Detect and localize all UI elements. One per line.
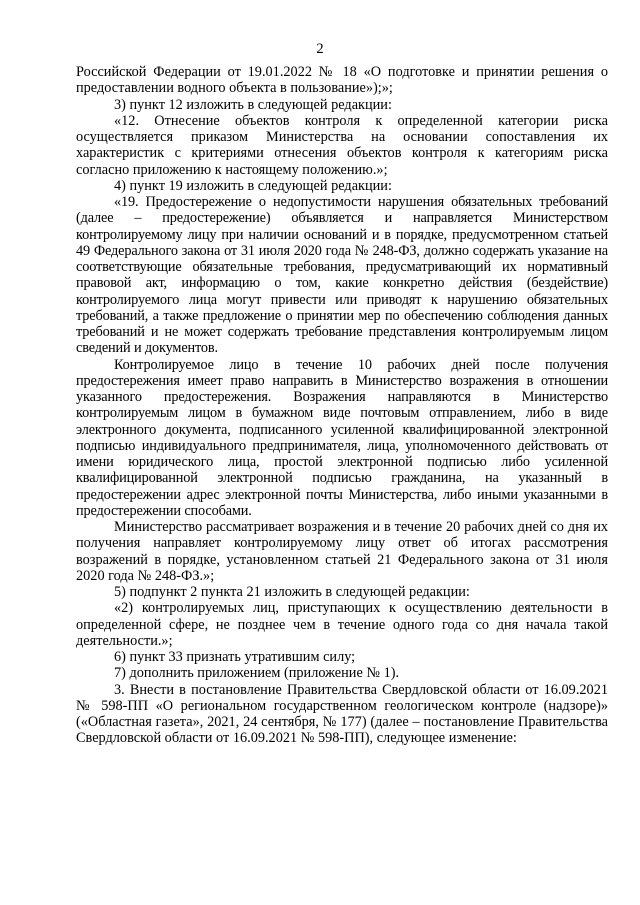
paragraph-section-3: 3. Внести в постановление Правительства Свердловской области от 16.09.2021 № 598-ПП «О региональном государственном геологическом контроле (надзоре)» («Областная газета», 2021, 24 сентября, № 177) (далее – постановление Правительства Свердловской области от 16.09.2021 № 598-ПП), следующее изменение: bbox=[76, 681, 608, 747]
paragraph-ministry-review: Министерство рассматривает возражения и в течение 20 рабочих дней со дня их получения направляет контролируемому лицу ответ об итогах рассмотрения возражений в порядке, установленном статьей 21 Федерального закона от 31 июля 2020 года № 248-ФЗ.»; bbox=[76, 519, 608, 584]
paragraph-item-7: 7) дополнить приложением (приложение № 1). bbox=[114, 665, 400, 682]
page-number: 2 bbox=[316, 41, 324, 57]
paragraph-subclause-2: «2) контролируемых лиц, приступающих к осуществлению деятельности в определенной сфере, не позднее чем в течение одного года со дня начала такой деятельности.»; bbox=[76, 600, 608, 649]
paragraph-continuation: Российской Федерации от 19.01.2022 № 18 «О подготовке и принятии решения о предоставлении водного объекта в пользование»);»; bbox=[76, 64, 608, 97]
paragraph-clause-19: «19. Предостережение о недопустимости нарушения обязательных требований (далее – предостережение) объявляется и направляется Министерством контролируемому лицу при наличии оснований и в порядке, предусмотренном статьей 49 Федерального закона от 31 июля 2020 года № 248-ФЗ, должно содержать указание на соответствующие обязательные требования, предусматривающий их нормативный правовой акт, информацию о том, какие конкретно действия (бездействие) контролируемого лица могут привести или приводят к нарушению обязательных требований, а также предложение о принятии мер по обеспечению соблюдения данных требований и не может содержать требование представления контролируемым лицом сведений и документов. bbox=[76, 194, 608, 357]
paragraph-item-3: 3) пункт 12 изложить в следующей редакции: bbox=[114, 96, 392, 113]
paragraph-item-4: 4) пункт 19 изложить в следующей редакции: bbox=[114, 177, 392, 194]
paragraph-objections: Контролируемое лицо в течение 10 рабочих дней после получения предостережения имеет право направить в Министерство возражения в отношении указанного предостережения. Возражения направляются в Министерство контролируемым лицом в бумажном виде почтовым отправлением, либо в виде электронного документа, подписанного усиленной квалифицированной электронной подписью индивидуального предпринимателя, лица, уполномоченного действовать от имени юридического лица, простой электронной подписью либо усиленной квалифицированной электронной подписью гражданина, на указанный в предостережении адрес электронной почты Министерства, либо иными указанными в предостережении способами. bbox=[76, 356, 608, 519]
paragraph-item-5: 5) подпункт 2 пункта 21 изложить в следующей редакции: bbox=[114, 584, 470, 600]
paragraph-clause-12: «12. Отнесение объектов контроля к определенной категории риска осуществляется приказом Министерства на основании сопоставления их характеристик с критериями отнесения объектов контроля к категориям риска согласно приложению к настоящему положению.»; bbox=[76, 112, 608, 178]
paragraph-item-6: 6) пункт 33 признать утратившим силу; bbox=[114, 649, 356, 665]
document-body bbox=[76, 64, 608, 747]
